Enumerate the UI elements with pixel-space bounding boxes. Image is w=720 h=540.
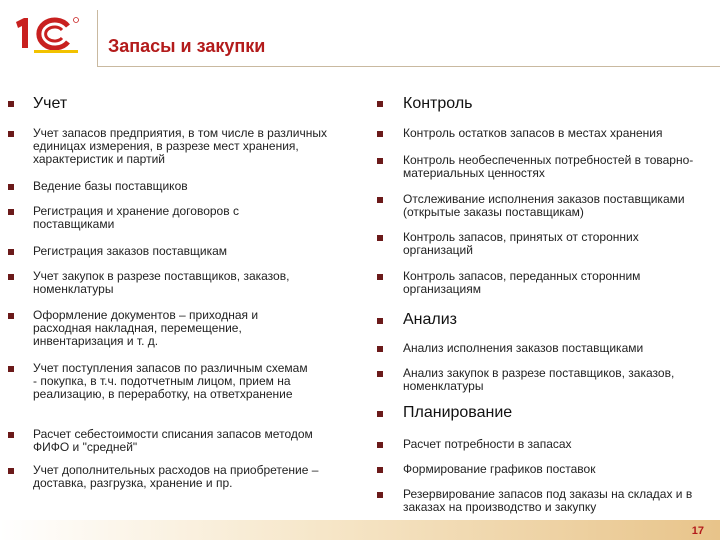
bullet-icon (377, 467, 383, 473)
page-title: Запасы и закупки (108, 36, 266, 56)
page-number: 17 (691, 525, 704, 537)
section-heading-analiz: Анализ (403, 311, 458, 328)
bullet-icon (377, 235, 383, 241)
bullet-icon (377, 318, 383, 324)
bullet-icon (377, 346, 383, 352)
bullet-icon (377, 131, 383, 137)
bullet-icon (8, 274, 14, 280)
list-item-text: Регистрация заказов поставщикам (33, 244, 228, 258)
bullet-icon (8, 209, 14, 215)
bullet-icon (8, 131, 14, 137)
list-item-text: Анализ исполнения заказов поставщиками (403, 341, 644, 355)
list-item-text: Отслеживание исполнения заказов поставщиками (открытые заказы поставщикам) (403, 192, 685, 219)
list-item-text: Учет поступления запасов по различным схемам - покупка, в т.ч. подотчетным лицом, прием на реализацию, в переработку, на ответхранение (33, 361, 308, 401)
bullet-icon (377, 101, 383, 107)
list-item-text: Расчет себестоимости списания запасов методом ФИФО и "средней" (33, 427, 313, 454)
bullet-icon (8, 313, 14, 319)
bullet-icon (8, 366, 14, 372)
logo-1c-icon (10, 12, 82, 56)
list-item-text: Контроль запасов, переданных сторонним организациям (403, 269, 641, 296)
bullet-icon (8, 432, 14, 438)
bullet-icon (377, 371, 383, 377)
list-item-text: Контроль остатков запасов в местах хранения (403, 126, 663, 140)
list-item-text: Ведение базы поставщиков (33, 179, 188, 193)
list-item-text: Формирование графиков поставок (403, 462, 596, 476)
bullet-icon (8, 184, 14, 190)
list-item-text: Учет закупок в разрезе поставщиков, заказов, номенклатуры (33, 269, 290, 296)
section-heading-uchet: Учет (33, 95, 68, 112)
bullet-icon (8, 101, 14, 107)
bullet-icon (377, 274, 383, 280)
list-item-text: Контроль необеспеченных потребностей в товарно-материальных ценностях (403, 153, 694, 180)
bullet-icon (377, 197, 383, 203)
list-item-text: Анализ закупок в разрезе поставщиков, заказов, номенклатуры (403, 366, 675, 393)
bullet-icon (377, 411, 383, 417)
section-heading-planirovanie: Планирование (403, 404, 513, 421)
section-heading-kontrol: Контроль (403, 95, 473, 112)
list-item-text: Учет запасов предприятия, в том числе в различных единицах измерения, в разрезе мест хранения, характеристик и партий (33, 126, 327, 166)
bullet-icon (8, 249, 14, 255)
bullet-icon (8, 468, 14, 474)
bullet-icon (377, 442, 383, 448)
list-item-text: Учет дополнительных расходов на приобретение – доставка, разгрузка, хранение и пр. (33, 463, 319, 490)
slide-header (0, 0, 720, 76)
list-item-text: Контроль запасов, принятых от сторонних организаций (403, 230, 639, 257)
header-divider-vertical (97, 10, 98, 66)
footer-band (0, 520, 720, 540)
bullet-icon (377, 492, 383, 498)
list-item-text: Резервирование запасов под заказы на складах и в заказах на производство и закупку (403, 487, 693, 514)
list-item-text: Оформление документов – приходная и расходная накладная, перемещение, инвентаризация и т. д. (33, 308, 259, 348)
bullet-icon (377, 158, 383, 164)
list-item-text: Регистрация и хранение договоров с поставщиками (33, 204, 239, 231)
header-divider-horizontal (97, 66, 720, 67)
list-item-text: Расчет потребности в запасах (403, 437, 572, 451)
